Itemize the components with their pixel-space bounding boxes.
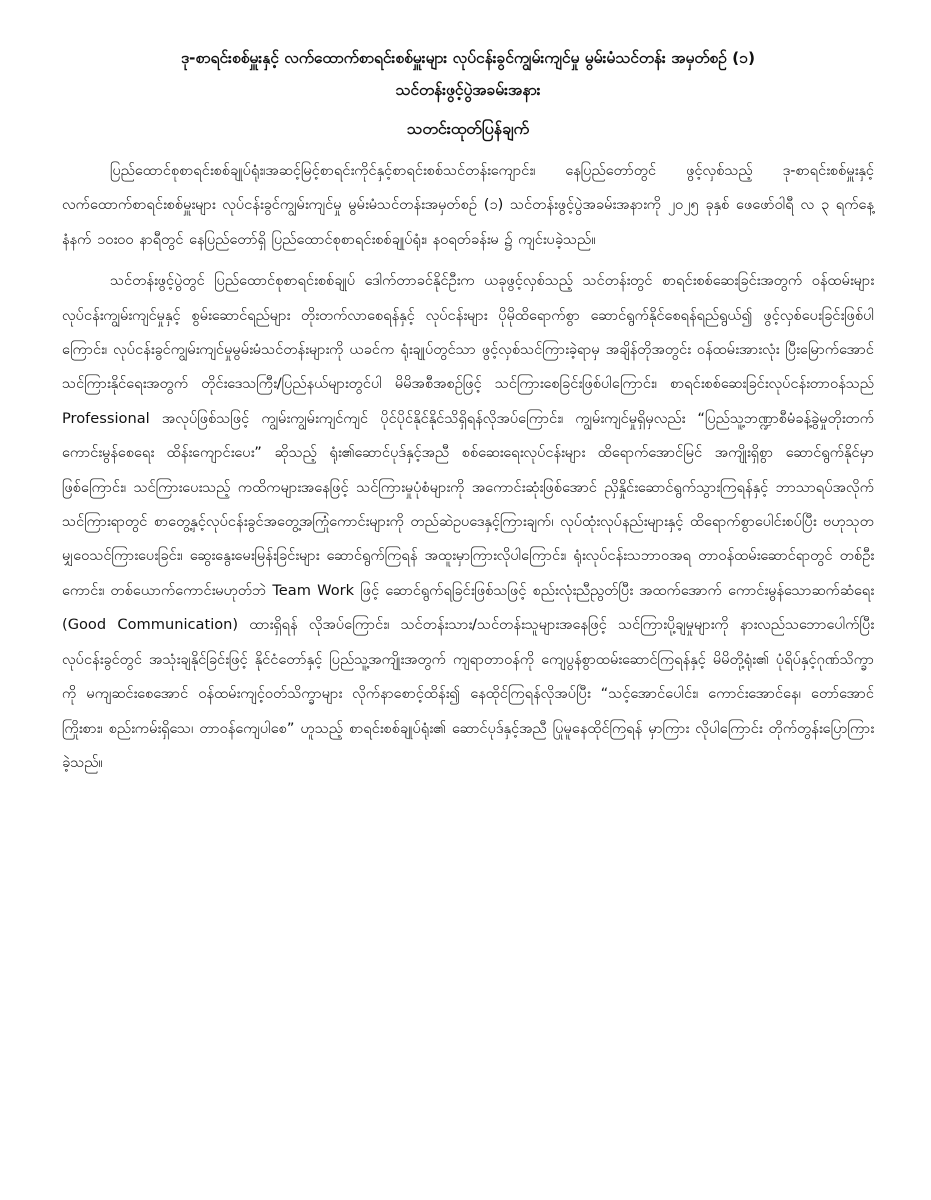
paragraph-2: သင်တန်းဖွင့်ပွဲတွင် ပြည်ထောင်စုစာရင်းစစ်ချုပ် ဒေါက်တာခင်နိုင်ဦးက ယခုဖွင့်လှစ်သည့် သင်တန်းတွင် စာရင်းစစ်ဆေးခြင်းအတွက် ဝန်ထမ်းများ လုပ်ငန်းကျွမ်းကျင်မှုနှင့် စွမ်းဆောင်ရည်များ တိုးတက်လာစေရန်နှင့် လုပ်ငန်းများ ပိုမိုထိရောက်စွာ ဆောင်ရွက်နိုင်စေရန်ရည်ရွယ်၍ ဖွင့်လှစ်ပေးခြင်းဖြစ်ပါကြောင်း၊ လုပ်ငန်းခွင်ကျွမ်းကျင်မှုမွမ်းမံသင်တန်းများကို ယခင်က ရုံးချုပ်တွင်သာ ဖွင့်လှစ်သင်ကြားခဲ့ရာမှ အချိန်တိုအတွင်း ဝန်ထမ်းအားလုံး ပြီးမြောက်အောင် သင်ကြားနိုင်ရေးအတွက် တိုင်းဒေသကြီး/ပြည်နယ်များတွင်ပါ မိမိအစီအစဉ်ဖြင့် သင်ကြားစေခြင်းဖြစ်ပါကြောင်း၊ စာရင်းစစ်ဆေးခြင်းလုပ်ငန်းတာဝန်သည် Professional အလုပ်ဖြစ်သဖြင့် ကျွမ်းကျွမ်းကျင်ကျင် ပိုင်ပိုင်နိုင်နိုင်သိရှိရန်လိုအပ်ကြောင်း၊ ကျွမ်းကျင်မှုရှိမှလည်း “ပြည်သူ့ဘဏ္ဍာစီမံခန့်ခွဲမှုတိုးတက် ကောင်းမွန်စေရေး ထိန်းကျောင်းပေး” ဆိုသည့် ရုံး၏ဆောင်ပုဒ်နှင့်အညီ စစ်ဆေးရေးလုပ်ငန်းများ ထိရောက်အောင်မြင် အကျိုးရှိစွာ ဆောင်ရွက်နိုင်မှာဖြစ်ကြောင်း၊ သင်ကြားပေးသည့် ကထိကများအနေဖြင့် သင်ကြားမှုပုံစံများကို အကောင်းဆုံးဖြစ်အောင် ညှိနှိုင်းဆောင်ရွက်သွားကြရန်နှင့် ဘာသာရပ်အလိုက်သင်ကြားရာတွင် စာတွေ့နှင့်လုပ်ငန်းခွင်အတွေ့အကြုံကောင်းများကို တည်ဆဲဥပဒေနှင့်ကြားချက်၊ လုပ်ထုံးလုပ်နည်းများနှင့် ထိရောက်စွာပေါင်းစပ်ပြီး ဗဟုသုတမျှဝေသင်ကြားပေးခြင်း၊ ဆွေးနွေးမေးမြန်းခြင်းများ ဆောင်ရွက်ကြရန် အထူးမှာကြားလိုပါကြောင်း၊ ရုံးလုပ်ငန်းသဘာဝအရ တာဝန်ထမ်းဆောင်ရာတွင် တစ်ဦးကောင်း၊ တစ်ယောက်ကောင်းမဟုတ်ဘဲ Team Work ဖြင့် ဆောင်ရွက်ရခြင်းဖြစ်သဖြင့် စည်းလုံးညီညွတ်ပြီး အထက်အောက် ကောင်းမွန်သောဆက်ဆံရေး (Good Communication) ထားရှိရန် လိုအပ်ကြောင်း၊ သင်တန်းသား/သင်တန်းသူများအနေဖြင့် သင်ကြားပို့ချမှုများကို နားလည်သဘောပေါက်ပြီး လုပ်ငန်းခွင်တွင် အသုံးချနိုင်ခြင်းဖြင့် နိုင်ငံတော်နှင့် ပြည်သူ့အကျိုးအတွက် ကျရာတာဝန်ကို ကျေပွန်စွာထမ်းဆောင်ကြရန်နှင့် မိမိတို့ရုံး၏ ပုံရိပ်နှင့်ဂုဏ်သိက္ခာကို မကျဆင်းစေအောင် ဝန်ထမ်းကျင့်ဝတ်သိက္ခာများ လိုက်နာစောင့်ထိန်း၍ နေထိုင်ကြရန်လိုအပ်ပြီး “သင့်အောင်ပေါင်း၊ ကောင်းအောင်နေ၊ တော်အောင်ကြိုးစား၊ စည်းကမ်းရှိသေ၊ တာဝန်ကျေပါစေ” ဟူသည့် စာရင်းစစ်ချုပ်ရုံး၏ ဆောင်ပုဒ်နှင့်အညီ ပြုမူနေထိုင်ကြရန် မှာကြား လိုပါကြောင်း တိုက်တွန်းပြောကြားခဲ့သည်။ xyxy=(62,272,874,771)
paragraph-1: ပြည်ထောင်စုစာရင်းစစ်ချုပ်ရုံး၊အဆင့်မြင့်စာရင်းကိုင်နှင့်စာရင်းစစ်သင်တန်းကျောင်း၊ နေပြည်တော်တွင် ဖွင့်လှစ်သည့် ဒု-စာရင်းစစ်မှူးနှင့် လက်ထောက်စာရင်းစစ်မှူးများ လုပ်ငန်းခွင်ကျွမ်းကျင်မှု မွမ်းမံသင်တန်းအမှတ်စဉ် (၁) သင်တန်းဖွင့်ပွဲအခမ်းအနားကို ၂၀၂၅ ခုနှစ် ဖေဖော်ဝါရီ လ ၃ ရက်နေ့ နံနက် ၁၀း၀၀ နာရီတွင် နေပြည်တော်ရှိ ပြည်ထောင်စုစာရင်းစစ်ချုပ်ရုံး၊ နဝရတ်ခန်းမ ၌ ကျင်းပခဲ့သည်။ xyxy=(62,162,874,248)
document-title-line-2: သင်တန်းဖွင့်ပွဲအခမ်းအနား xyxy=(395,81,541,99)
document-subtitle: သတင်းထုတ်ပြန်ချက် xyxy=(406,119,530,138)
press-release-page xyxy=(62,42,874,787)
document-title-line-1: ဒု-စာရင်းစစ်မှူးနှင့် လက်ထောက်စာရင်းစစ်မှူးများ လုပ်ငန်းခွင်ကျွမ်းကျင်မှု မွမ်းမံသင်တန်း အမှတ်စဉ် (၁) xyxy=(180,49,756,67)
